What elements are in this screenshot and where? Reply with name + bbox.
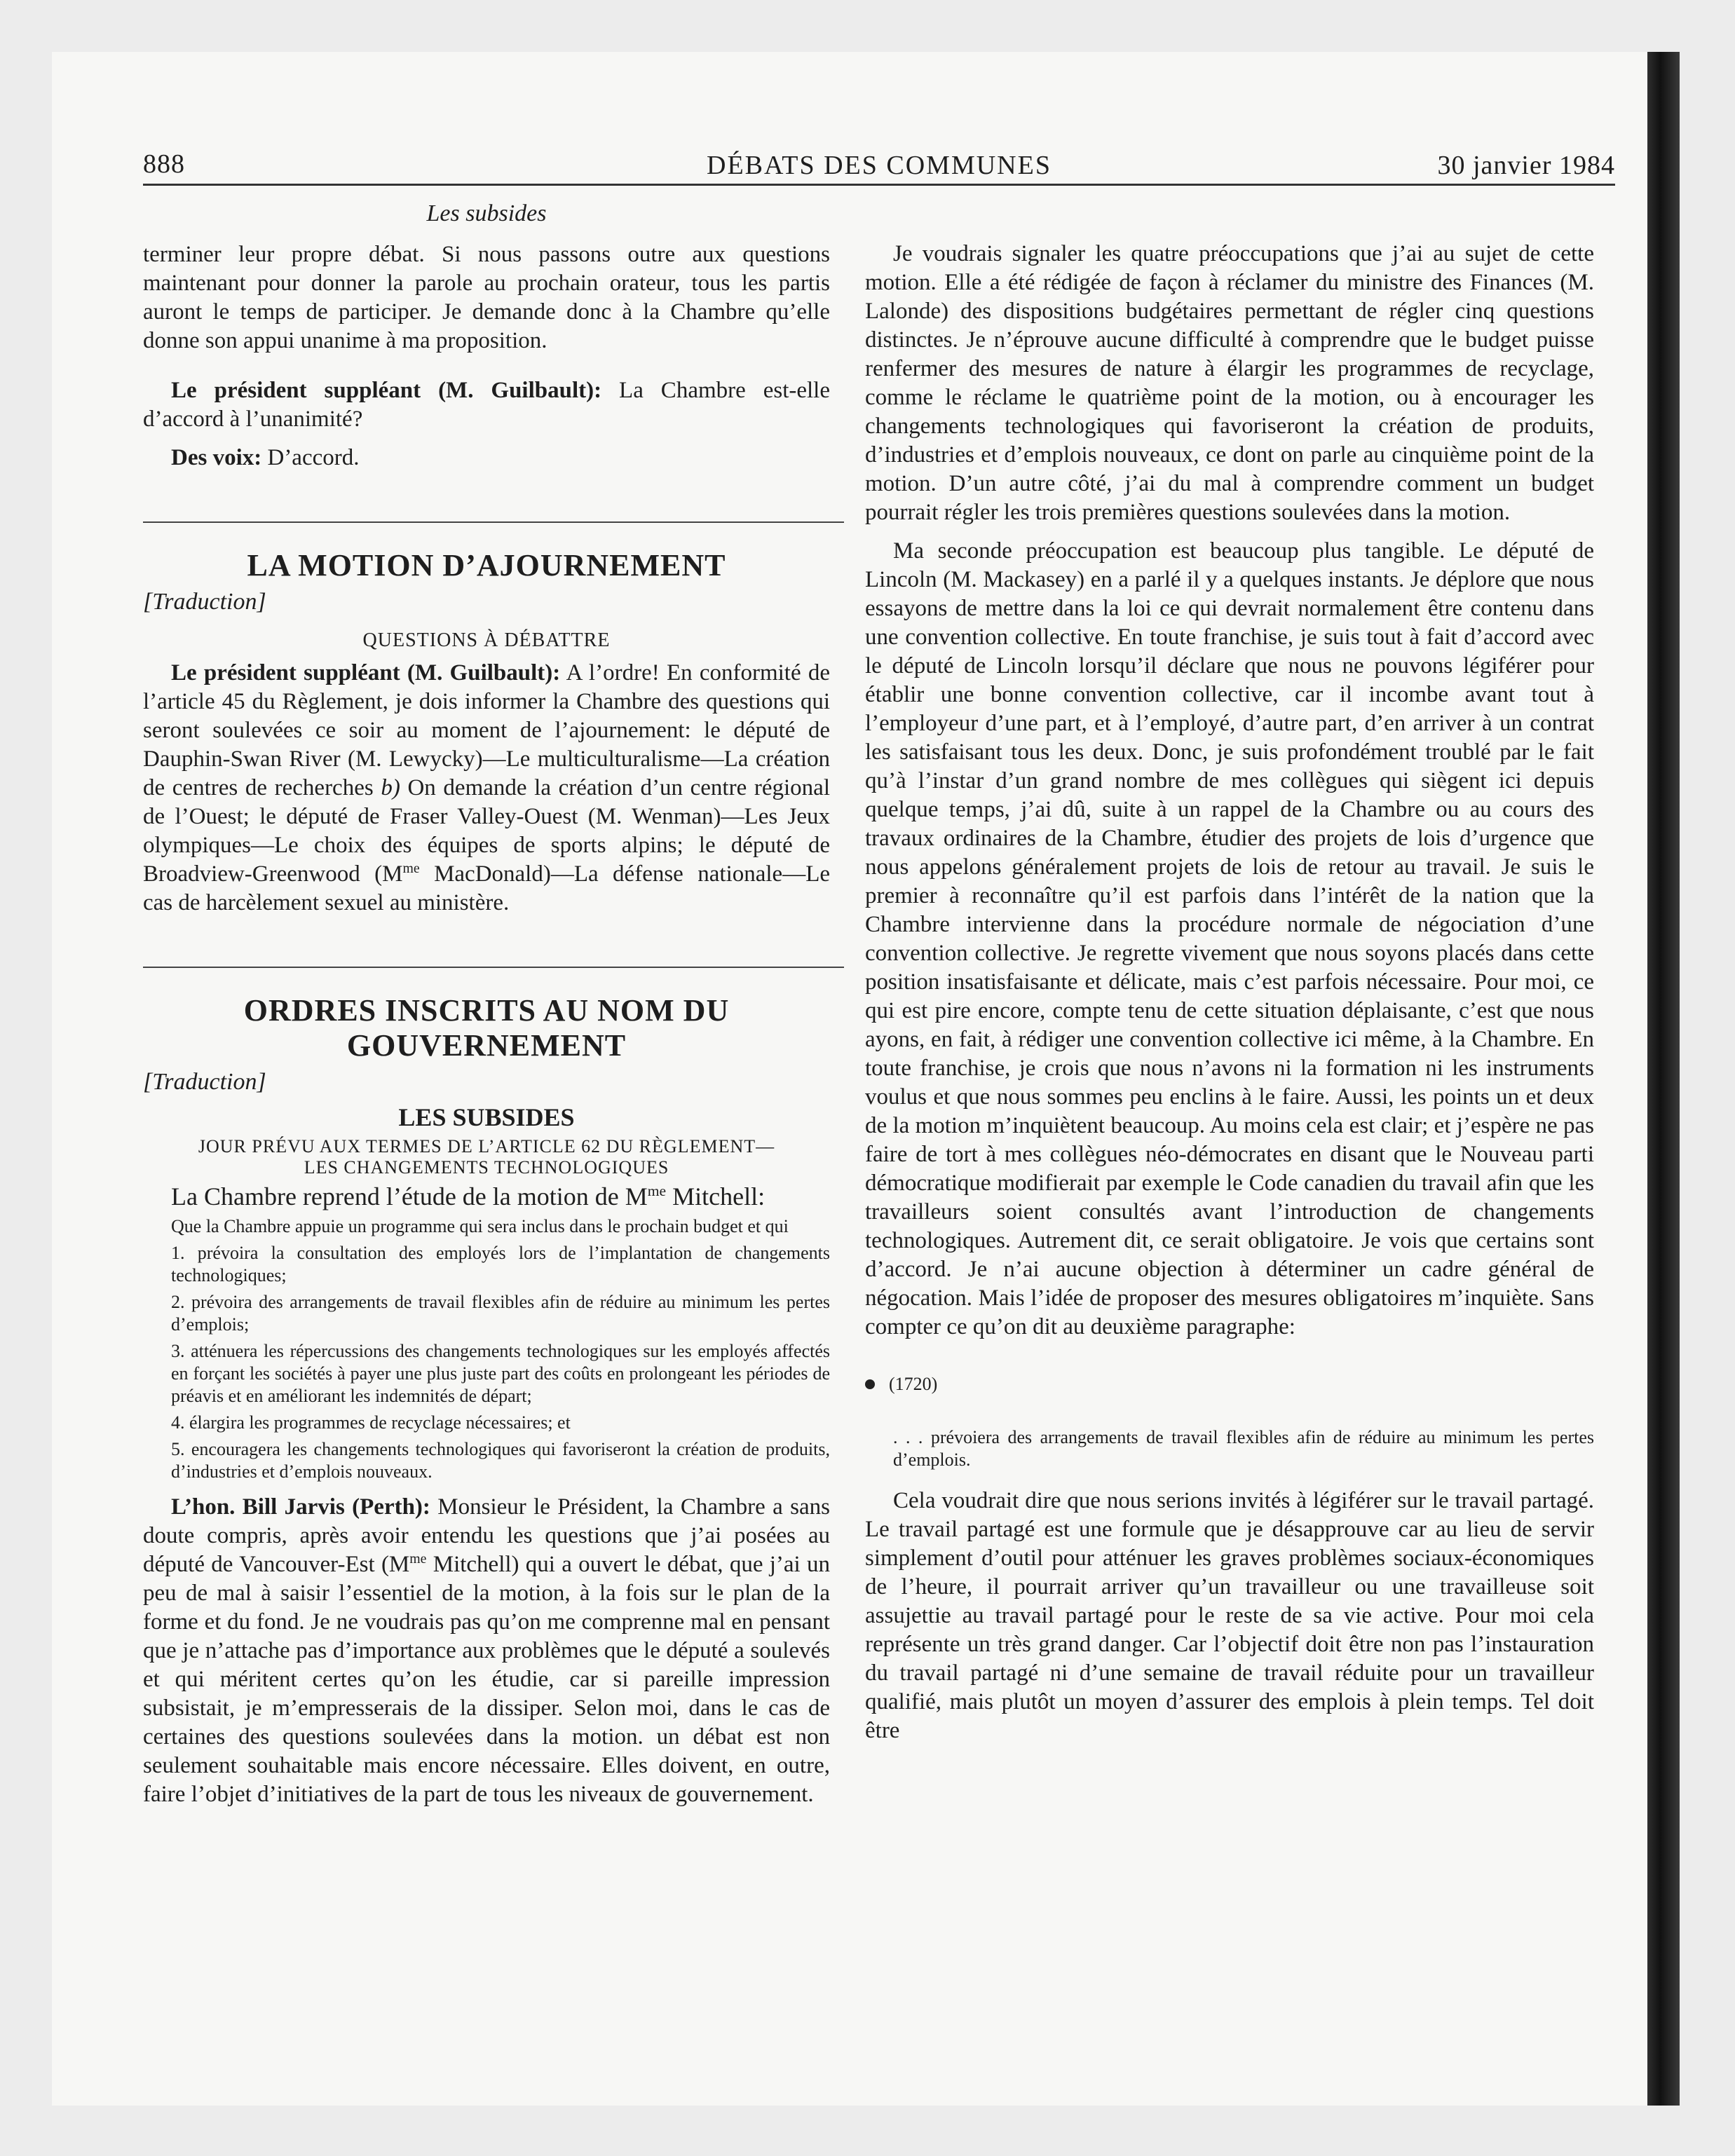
speaker-name: Le président suppléant (M. Guilbault): (171, 660, 561, 685)
left-column (143, 199, 830, 1809)
section-title-line: GOUVERNEMENT (346, 1028, 627, 1063)
speech-paragraph (143, 1493, 830, 1809)
motion-item: 4. élargira les programmes de recyclage nécessaires; et (171, 1412, 571, 1433)
motion-intro (143, 1182, 830, 1211)
paragraph: terminer leur propre débat. Si nous passons outre aux questions maintenant pour donner la parole au prochain orateur, tous les partis auront le temps de participer. Je demande donc à la Chambre qu’elle donne son appui unanime à ma proposition. (143, 242, 830, 353)
motion-item: 1. prévoira la consultation des employés lors de l’implantation de changements technologiques; (171, 1243, 830, 1285)
time-marker-text: (1720) (889, 1374, 938, 1394)
speech-text: b) (381, 775, 400, 800)
superscript: me (647, 1182, 667, 1199)
page (52, 52, 1680, 2106)
translation-note: [Traduction] (143, 1069, 266, 1095)
book-spine (1647, 52, 1680, 2106)
order-heading-line: JOUR PRÉVU AUX TERMES DE L’ARTICLE 62 DU RÈGLEMENT— (198, 1136, 775, 1157)
speech-text: On demande la création d’un centre régional de l’Ouest; le député de Fraser Valley-Ouest (M. Wenman)—Les Jeux olympiques—Le choix des équipes de sports alpins; le député de Broadview-Greenwood (M (143, 775, 830, 887)
section-title: LA MOTION D’AJOURNEMENT (247, 548, 726, 582)
speaker-name: Le président suppléant (M. Guilbault): (171, 378, 602, 403)
speech-text: La Chambre est-elle d’accord à l’unanimité? (143, 378, 831, 432)
time-marker (865, 1370, 1594, 1398)
quoted-paragraph: . . . prévoiera des arrangements de travail flexibles afin de réduire au minimum les pertes d’emplois. (893, 1427, 1594, 1470)
page-header (143, 150, 1615, 186)
speech-text: D’accord. (261, 445, 360, 470)
publication-date: 30 janvier 1984 (1437, 151, 1615, 180)
speech-text: Mitchell) qui a ouvert le débat, que j’ai un peu de mal à saisir l’essentiel de la motion, à la fois sur le plan de la forme et du fond. Je ne voudrais pas qu’on me comprenne mal en pensant que je n’attache pas d’importance aux problèmes que le député a soulevés et qui méritent certes qu’on les étudie, car si pareille impression subsistait, je m’empresserais de la dissiper. Selon moi, dans le cas de certaines des questions soulevées dans la motion. un débat est non seulement souhaitable mais encore nécessaire. Elles doivent, en outre, faire l’objet d’initiatives de la part de tous les niveaux de gouvernement. (143, 1552, 830, 1807)
order-heading (143, 1136, 830, 1178)
motion-intro-text: La Chambre reprend l’étude de la motion de M (171, 1182, 648, 1210)
section-divider (143, 521, 844, 523)
motion-intro-text: Mitchell: (666, 1182, 766, 1210)
subsection-title: LES SUBSIDES (398, 1103, 575, 1131)
order-heading-line: LES CHANGEMENTS TECHNOLOGIQUES (304, 1157, 669, 1178)
speaker-name: Des voix: (171, 445, 262, 470)
page-number: 888 (143, 149, 185, 179)
speech-paragraph (143, 659, 830, 917)
superscript: me (409, 1551, 427, 1567)
motion-item: 2. prévoira des arrangements de travail flexibles afin de réduire au minimum les pertes d’emplois; (171, 1292, 830, 1335)
translation-note: [Traduction] (143, 589, 266, 615)
right-column (865, 240, 1594, 1745)
section-divider (143, 967, 844, 968)
publication-title: DÉBATS DES COMMUNES (707, 151, 1052, 180)
running-head: Les subsides (426, 200, 547, 226)
speech-paragraph (143, 444, 830, 472)
paragraph: Ma seconde préoccupation est beaucoup plus tangible. Le député de Lincoln (M. Mackasey) en a parlé il y a quelques instants. Je déplore que nous essayons de mettre dans la loi ce qui devrait normalement être contenu dans une convention collective. En toute franchise, je suis tout à fait d’accord avec le député de Lincoln lorsqu’il déclare que nous ne pouvons légiférer pour établir une bonne convention collective, car il incombe avant tout à l’employeur d’une part, et à l’employé, d’autre part, d’en arriver à un contrat les satisfaisant tous les deux. Donc, je suis profondément troublé par le fait qu’à l’instar d’un grand nombre de mes collègues qui siègent ici depuis quelque temps, j’ai dû, suite à un rappel de la Chambre ou au cours des travaux ordinaires de la Chambre, étudier des projets de lois d’urgence que nous appelons généralement projets de lois de retour au travail. Je suis le premier à reconnaître qu’il est parfois dans l’intérêt de la nation que la Chambre intervienne dans la procédure normale de négociation d’une convention collective. Je regrette vivement que nous soyons placés dans cette position insatisfaisante et délicate, mais c’est parfois nécessaire. Pour moi, ce qui est pire encore, compte tenu de cette situation déplaisante, c’est que nous ayons, en fait, à rédiger une convention collective ici même, à la Chambre. En toute franchise, je crois que nous n’avons ni la formation ni les instruments voulus et que nous sommes peu enclins à le faire. Aussi, les points un et deux de la motion m’inquiètent beaucoup. Au moins cela est clair; et j’espère ne pas faire de tort à mes collègues néo-démocrates en disant que le Nouveau parti démocratique modifierait par exemple le Code canadien du travail afin que les travailleurs soient consultés avant l’introduction de changements technologiques. Autrement dit, ce serait obligatoire. Je vois que certains sont d’accord. Je n’ai aucune objection à déterminer un cadre général de négocation. Mais l’idée de proposer des mesures obligatoires m’inquiète. Sans compter ce qu’on dit au deuxième paragraphe: (865, 538, 1594, 1339)
section-title (143, 993, 830, 1063)
subsection-title: QUESTIONS À DÉBATTRE (362, 629, 611, 651)
speech-text: MacDonald)—La défense nationale—Le cas de harcèlement sexuel au ministère. (143, 861, 830, 915)
motion-item: 3. atténuera les répercussions des changements technologiques sur les employés affectés en forçant les sociétés à payer une plus juste part des coûts en prolongeant les périodes de préavis et en améliorant les indemnités de départ; (171, 1341, 830, 1406)
superscript: me (402, 861, 420, 876)
paragraph: Cela voudrait dire que nous serions invités à légiférer sur le travail partagé. Le travail partagé est une formule que je désapprouve car au lieu de servir simplement d’outil pour atténuer les graves problèmes sociaux-économiques de l’heure, il pourrait arriver qu’un travailleur ou une travailleuse soit assujettie au travail partagé pour le reste de sa vie active. Pour moi cela représente un très grand danger. Car l’objectif doit être non pas l’instauration du travail partagé ni d’une semaine de travail réduite pour un travailleur qualifié, mais plutôt un moyen d’assurer des emplois à plein temps. Tel doit être (865, 1488, 1594, 1743)
speaker-name: L’hon. Bill Jarvis (Perth): (171, 1494, 430, 1520)
motion-lead: Que la Chambre appuie un programme qui sera inclus dans le prochain budget et qui (171, 1216, 789, 1236)
motion-item: 5. encouragera les changements technologiques qui favoriseront la création de produits, d’industries et d’emplois nouveaux. (171, 1439, 830, 1482)
motion-text (143, 1215, 830, 1483)
paragraph: Je voudrais signaler les quatre préoccupations que j’ai au sujet de cette motion. Elle a été rédigée de façon à réclamer du ministre des Finances (M. Lalonde) des dispositions budgétaires permettant de régler cinq questions distinctes. Je n’éprouve aucune difficulté à comprendre que le budget puisse renfermer des mesures de nature à élargir les programmes de recyclage, comme le réclame le quatrième point de la motion, ou à encourager les changements technologiques qui favoriseront la création de produits, d’industries et d’emplois nouveaux, ce dont on parle au cinquième point de la motion. D’un autre côté, j’ai du mal à comprendre comment un budget pourrait régler les trois premières questions soulevées dans la motion. (865, 241, 1594, 525)
bullet-icon (865, 1379, 875, 1389)
speech-text: Monsieur le Président, la Chambre a sans doute compris, après avoir entendu les questions que j’ai posées au député de Vancouver-Est (M (143, 1494, 830, 1577)
speech-text: A l’ordre! En conformité de l’article 45 du Règlement, je dois informer la Chambre des questions qui seront soulevées ce soir au moment de l’ajournement: le député de Dauphin-Swan River (M. Lewycky)—Le multiculturalisme—La création de centres de recherches (143, 660, 830, 800)
speech-paragraph (143, 376, 830, 434)
section-title-line: ORDRES INSCRITS AU NOM DU (243, 993, 730, 1028)
